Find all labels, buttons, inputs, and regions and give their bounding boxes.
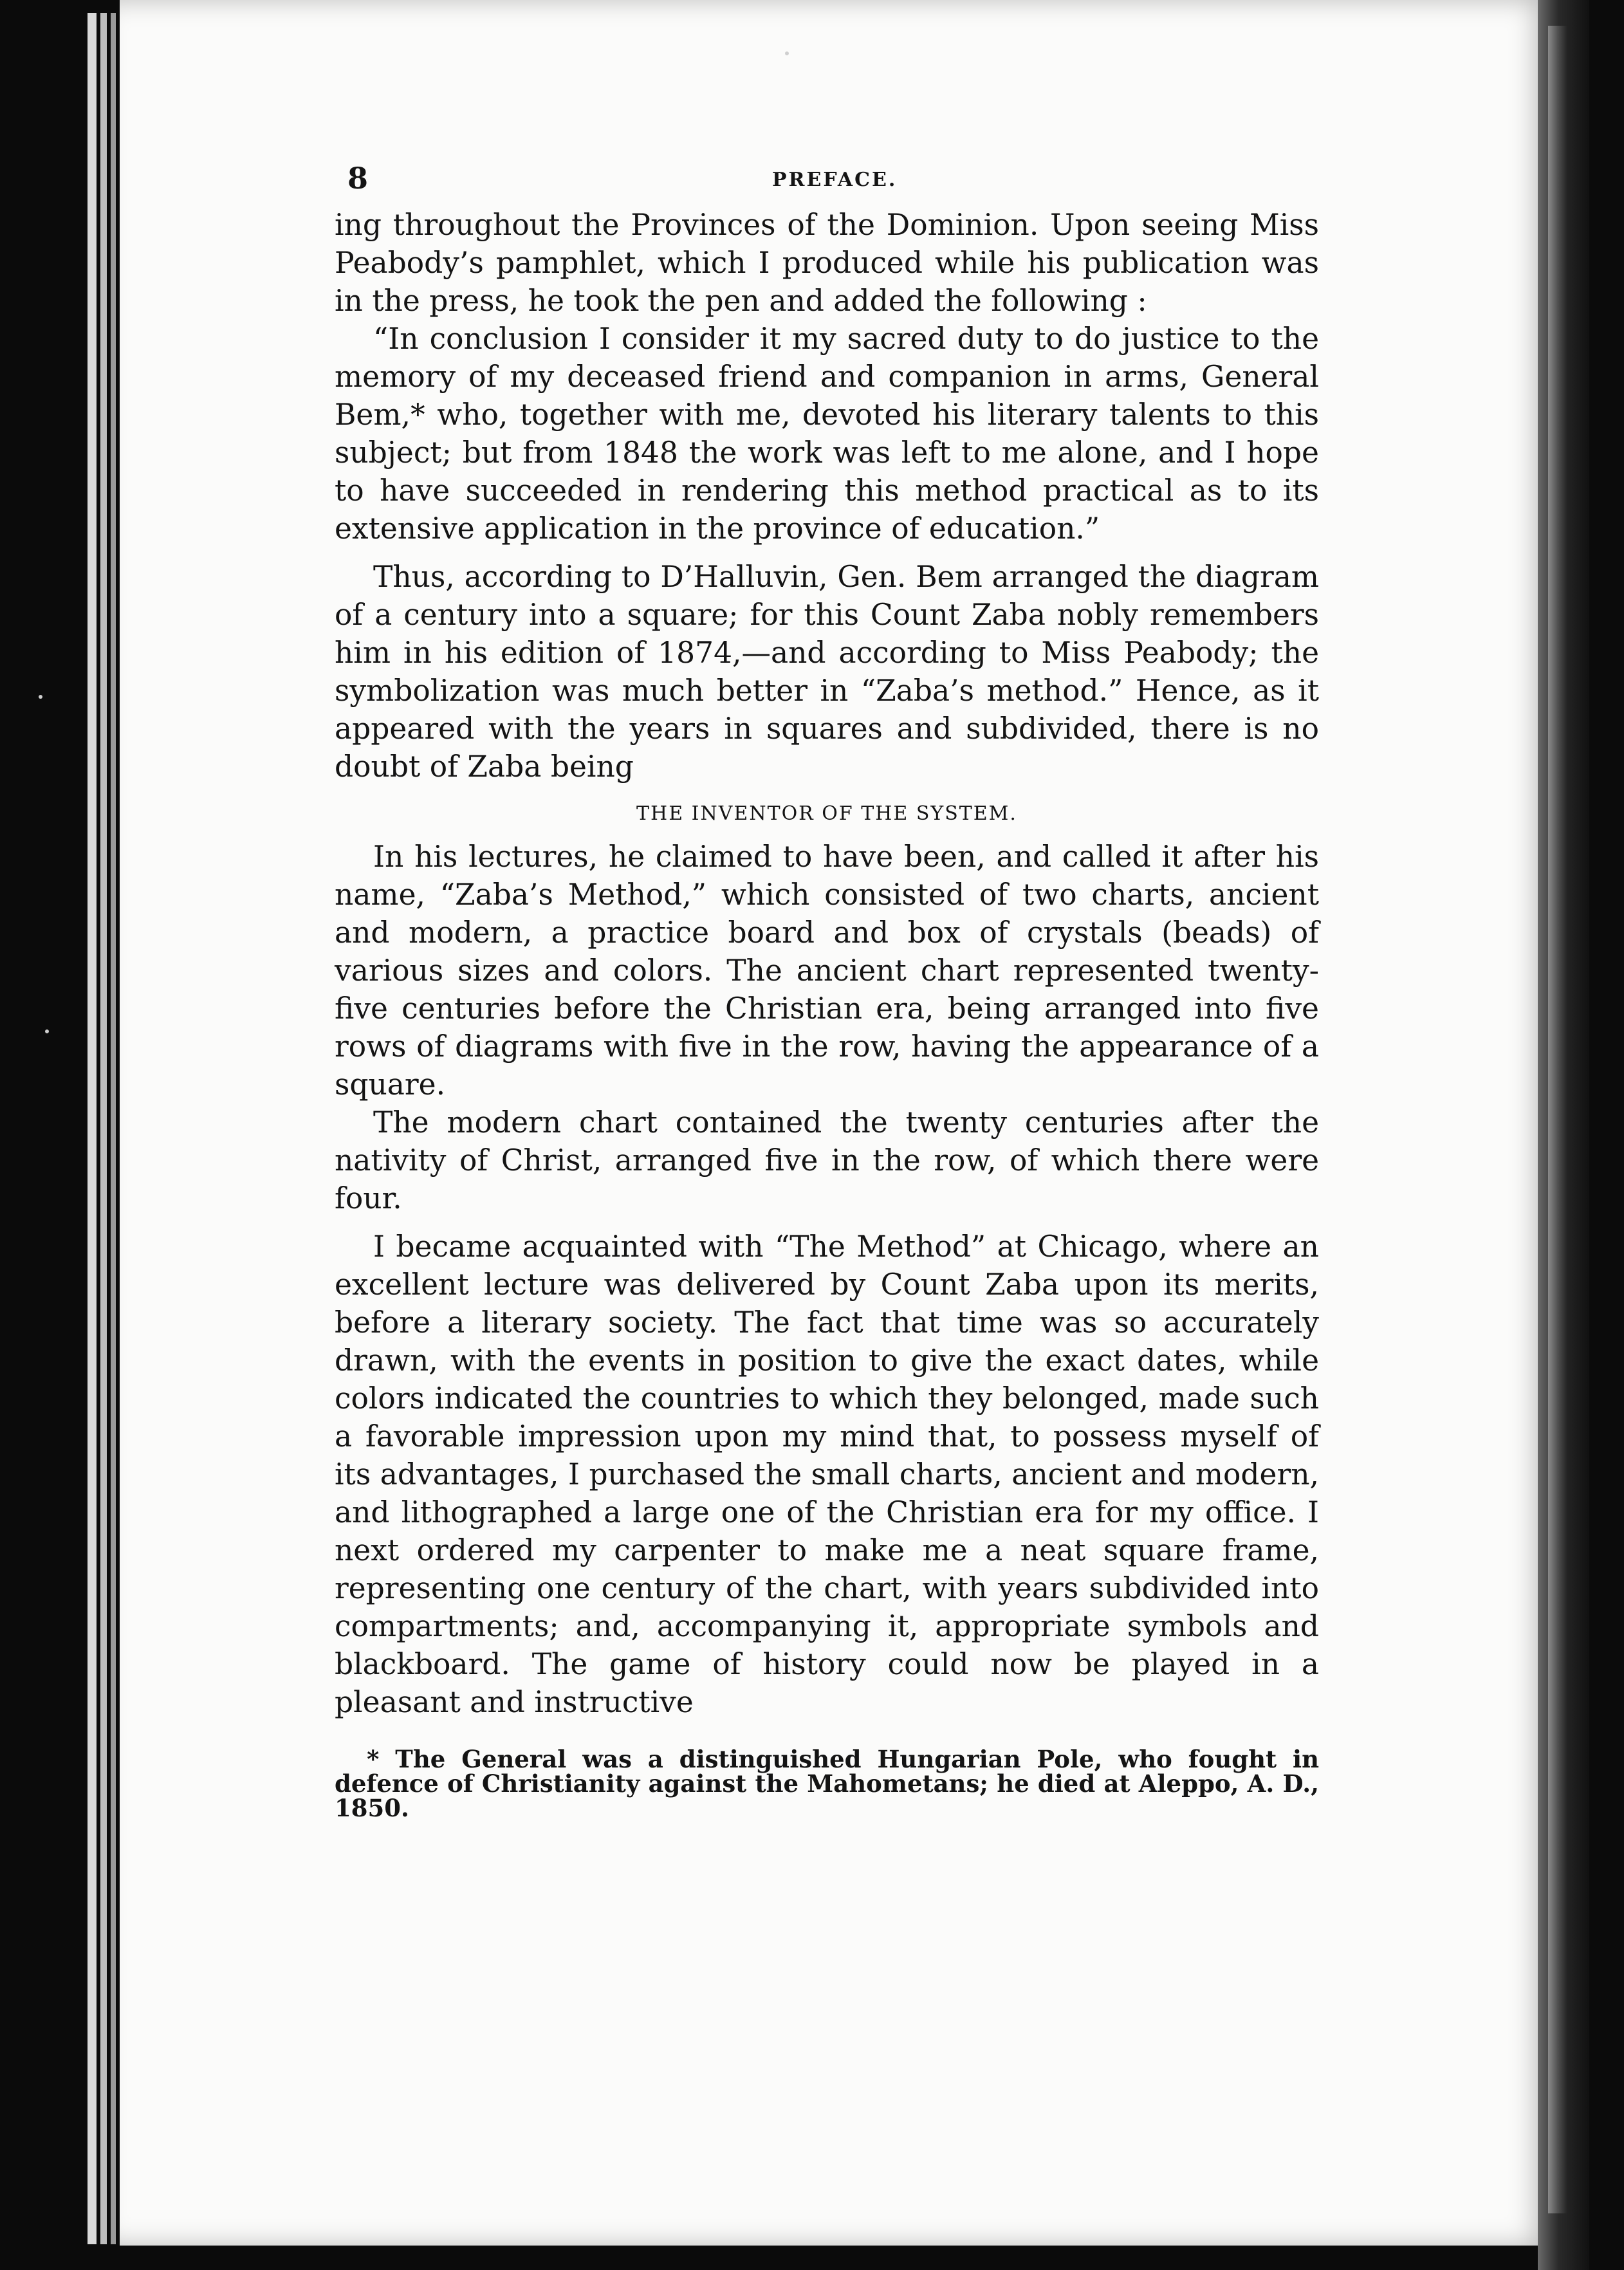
paragraph: Thus, according to D’Halluvin, Gen. Bem arranged the diagram of a century into a square; for this Count Zaba nobly remembers him in his edition of 1874,—and according to Miss Peabody; the symbolization was much better in “Zaba’s method.” Hence, as it appeared with the years in squares and subdivided, there is no doubt of Zaba being (335, 560, 1319, 784)
page-edge (111, 13, 116, 2244)
page-number: 8 (347, 161, 369, 196)
running-head: PREFACE. (772, 169, 898, 191)
scan-speck (39, 695, 42, 699)
section-heading: THE INVENTOR OF THE SYSTEM. (636, 802, 1017, 825)
paragraph: The modern chart contained the twenty centuries after the nativity of Christ, arranged five in the row, of which there were four. (335, 1105, 1319, 1215)
page-text (335, 161, 1319, 1844)
paragraph: In his lectures, he claimed to have been, and called it after his name, “Zaba’s Method,” which consisted of two charts, ancient and modern, a practice board and box of crystals (beads) of various sizes and colors. The ancient chart represented twenty-five centuries before the Christian era, being arranged into five rows of diagrams with five in the row, having the appearance of a square. (335, 840, 1319, 1102)
page-header (335, 161, 1319, 206)
paragraph: I became acquainted with “The Method” at Chicago, where an excellent lecture was delivered by Count Zaba upon its merits, before a literary society. The fact that time was so accurately drawn, with the events in position to give the exact dates, while colors indicated the countries to which they belonged, made such a favorable impression upon my mind that, to possess myself of its advantages, I purchased the small charts, ancient and modern, and lithographed a large one of the Christian era for my office. I next ordered my carpenter to make me a neat square frame, representing one century of the chart, with years subdivided into compartments; and, accompanying it, appropriate symbols and blackboard. The game of history could now be played in a pleasant and instructive (335, 1230, 1319, 1719)
page-edge (100, 13, 107, 2244)
paragraph: ing throughout the Provinces of the Dominion. Upon seeing Miss Peabody’s pamphlet, which I produced while his publication was in the press, he took the pen and added the following : (335, 208, 1319, 318)
page-edge (88, 13, 97, 2244)
scan-speck (45, 1029, 49, 1033)
footnote: * The General was a distinguished Hungarian Pole, who fought in defence of Christianity against the Mahometans; he died at Aleppo, A. D., 1850. (335, 1745, 1319, 1822)
quote-paragraph: “In conclusion I consider it my sacred duty to do justice to the memory of my deceased friend and companion in arms, General Bem,* who, together with me, devoted his literary talents to this subject; but from 1848 the work was left to me alone, and I hope to have succeeded in rendering this method practical as to its extensive application in the province of education.” (335, 322, 1319, 546)
binding-highlight (1548, 26, 1567, 2213)
scan-speck (785, 51, 789, 55)
